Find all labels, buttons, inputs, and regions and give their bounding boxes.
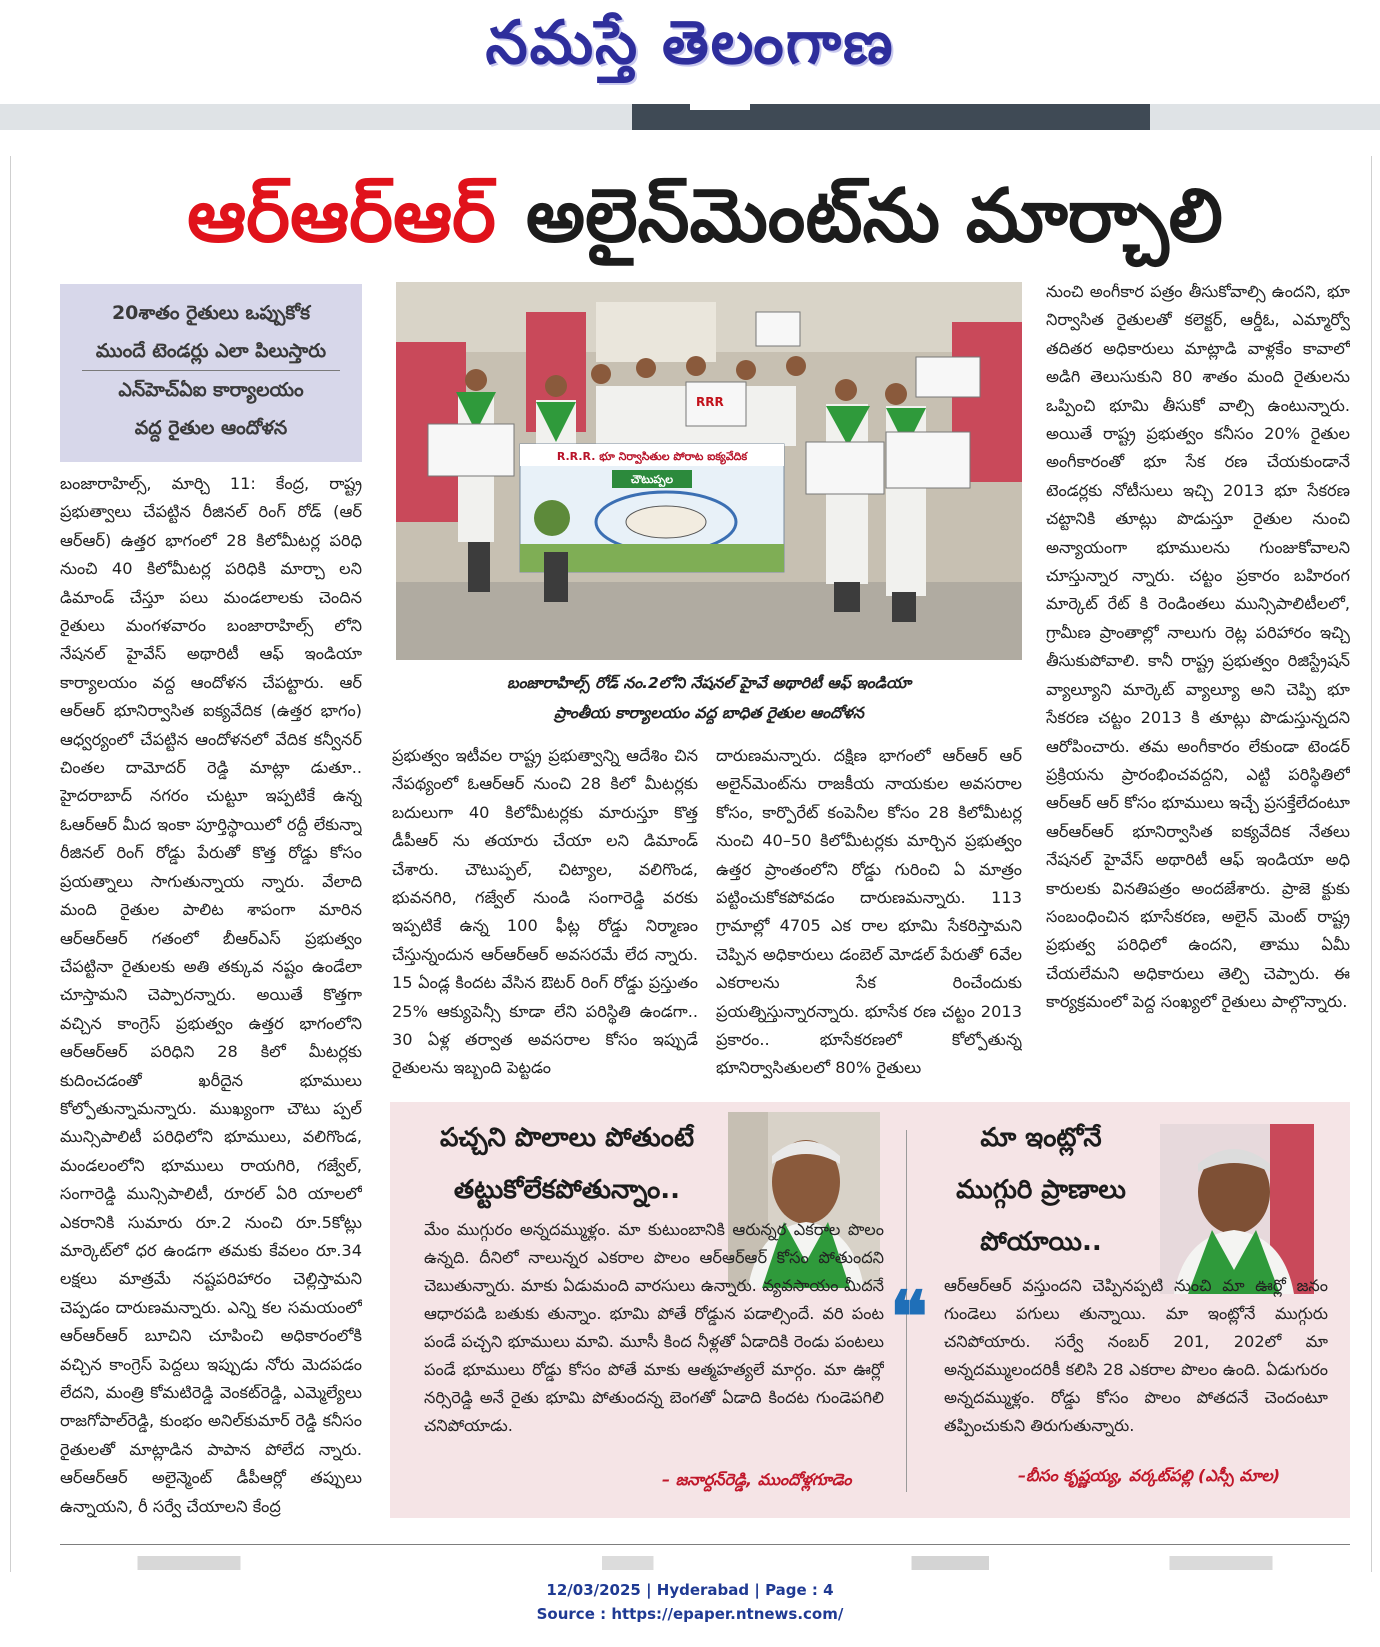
sign-text: RRR — [696, 395, 724, 409]
quote-mark-icon: ❝ — [890, 1275, 928, 1358]
quote2-heading — [926, 1112, 1156, 1268]
quote2-heading-line: ముగ్గురి ప్రాణాలు — [956, 1175, 1126, 1205]
quote2-heading-line: పోయాయి.. — [980, 1227, 1102, 1257]
article-column-4: నుంచి అంగీకార పత్రం తీసుకోవాల్సి ఉందని, భూ నిర్వాసిత రైతులతో కలెక్టర్‌, ఆర్డీఓ, ఎమ్మార్వో తదితర అధికారులు మాట్లాడి వాళ్లకేం కావాలో అడిగి తెలుసుకుని 80 శాతం మంది రైతులను ఒప్పించి భూమి తీసుకో వాల్సి ఉంటున్నారు. అయితే రాష్ట్ర ప్రభుత్వం కనీసం 20% రైతుల అంగీకారంతో భూ సేక రణ చేయకుండానే టెండర్లకు నోటీసులు ఇచ్చి 2013 భూ సేకరణ చట్టానికి తూట్లు పొడుస్తూ రైతుల నుంచి అన్యాయంగా భూములను గుంజుకోవాలని చూస్తున్నార న్నారు. చట్టం ప్రకారం బహిరంగ మార్కెట్‌ రేట్‌ కి రెండింతలు మున్సిపాలిటీలలో, గ్రామీణ ప్రాంతాల్లో నాలుగు రెట్ల పరిహారం ఇచ్చి తీసుకుపోవాలి. కానీ రాష్ట్ర ప్రభుత్వం రిజిస్ట్రేషన్‌ వ్యాల్యూని మార్కెట్‌ వ్యాల్యూ అని చెప్పి భూ సేకరణ చట్టం 2013 కి తూట్లు పొడుస్తున్నదని ఆరోపించారు. తమ అంగీకారం లేకుండా టెండర్‌ ప్రక్రియను ప్రారంభించవద్దని, ఎట్టి పరిస్థితిలో ఆర్‌ఆర్‌ ఆర్‌ కోసం భూములు ఇచ్చే ప్రసక్తేలేదంటూ ఆర్‌ఆర్‌ఆర్‌ భూనిర్వాసిత ఐక్యవేదిక నేతలు నేషనల్‌ హైవేస్‌ అథారిటీ ఆఫ్‌ ఇండియా అధి కారులకు వినతిపత్రం అందజేశారు. ప్రాజె క్టుకు సంబంధించిన భూసేకరణ, అలైన్‌ మెంట్‌ రాష్ట్ర ప్రభుత్వ పరిధిలో ఉందని, తాము ఏమీ చేయలేమని అధికారులు తెల్పి చెప్పారు. ఈ కార్యక్రమంలో పెద్ద సంఖ్యలో రైతులు పాల్గొన్నారు. — [1046, 282, 1350, 1012]
banner-title: R.R.R. భూ నిర్వాసితుల పోరాట ఐక్యవేదిక — [556, 450, 748, 463]
quote1-heading-line: తట్టుకోలేకపోతున్నాం.. — [453, 1175, 681, 1205]
banner-subtitle: చౌటుప్పల — [630, 473, 674, 486]
caption-line: బంజారాహిల్స్‌ రోడ్‌ నం.2లోని నేషనల్‌ హైవే అథారిటీ ఆఫ్‌ ఇండియా — [506, 674, 912, 692]
quote2-text: ఆర్‌ఆర్‌ఆర్‌ వస్తుందని చెప్పినప్పటి నుంచి మా ఊర్లో జనం గుండెలు పగులు తున్నాయి. మా ఇంట్లోనే ముగ్గురు చనిపోయారు. సర్వే నంబర్‌ 201, 202లో మా అన్నదమ్ములందరికీ కలిసి 28 ఎకరాల పొలం ఉంది. ఏడుగురం అన్నదమ్ముళ్లం. రోడ్డు కోసం పొలం పోతదనే చెందంటూ తప్పించుకుని తిరుగుతున్నారు. — [944, 1276, 1328, 1435]
subhead-line: వద్ద రైతుల ఆందోళన — [134, 417, 288, 439]
quote1-text: మేం ముగ్గురం అన్నదమ్ముళ్లం. మా కుటుంబానికి ఆరున్నర ఎకరాల పొలం ఉన్నది. దీనిలో నాలున్నర ఎకరాల పొలం ఆర్‌ఆర్‌ఆర్‌ కోసం పోతుందని చెబుతున్నారు. మాకు ఏడుమంది వారసులు ఉన్నారు. వ్యవసాయం మీదనే ఆధారపడి బతుకు తున్నాం. భూమి పోతే రోడ్డున పడాల్సిందే. వరి పంట పండే పచ్చని భూములు మావి. మూసీ కింద నీళ్లతో ఏడాదికి రెండు పంటలు పండే భూములు రోడ్డు కోసం పోతే మాకు ఆత్మహత్యలే మార్గం. మా ఊర్లో నర్సిరెడ్డి అనే రైతు భూమి పోతుందన్న బెంగతో ఏడాది కిందట గుండెపగిలి చనిపోయాడు. — [424, 1220, 884, 1435]
photo-caption — [396, 668, 1022, 728]
article-headline — [60, 168, 1350, 264]
headline-black-part: అలైన్‌మెంట్‌ను మార్చాలి — [525, 173, 1223, 259]
bottom-divider — [60, 1544, 1350, 1545]
article-column-3: దారుణమన్నారు. దక్షిణ భాగంలో ఆర్‌ఆర్‌ ఆర్‌ అలైన్‌మెంట్‌ను రాజకీయ నాయకుల అవసరాల కోసం, కార్పొరేట్‌ కంపెనీల కోసం 28 కిలోమీటర్ల నుంచి 40–50 కిలోమీటర్లకు మార్చిన ప్రభుత్వం ఉత్తర ప్రాంతంలోని రోడ్డు గురించి ఏ మాత్రం పట్టించుకోకపోవడం దారుణమన్నారు. 113 గ్రామాల్లో 4705 ఎక రాల భూమి సేకరిస్తామని చెప్పిన అధికారులు డంబెల్‌ మోడల్‌ పేరుతో 6వేల ఎకరాలను సేక రించేందుకు ప్రయత్నిస్తున్నారన్నారు. భూసేక రణ చట్టం 2013 ప్రకారం.. భూసేకరణలో కోల్పోతున్న భూనిర్వాసితులలో 80% రైతులు — [716, 746, 1022, 1078]
protest-photo — [396, 282, 1022, 660]
cropped-next-story — [60, 1556, 1350, 1570]
footer-date-line: 12/03/2025 | Hyderabad | Page : 4 — [546, 1581, 834, 1599]
portrait-illustration — [1160, 1124, 1314, 1294]
quote1-attribution: – జనార్దన్‌రెడ్డి, ముందోళ్లగూడెం — [662, 1470, 852, 1489]
quote1-heading-line: పచ్చని పొలాలు పోతుంటే — [439, 1123, 695, 1153]
quote2-heading-line: మా ఇంట్లోనే — [980, 1123, 1102, 1153]
quote2-attribution: –బీసం కృష్ణయ్య, వర్కట్‌పల్లి (ఎస్సీ మాల) — [1018, 1466, 1281, 1485]
article-column-1: బంజారాహిల్స్‌, మార్చి 11: కేంద్ర, రాష్ట్ర ప్రభుత్వాలు చేపట్టిన రీజినల్‌ రింగ్‌ రోడ్‌ (ఆర్‌ ఆర్‌ఆర్‌) ఉత్తర భాగంలో 28 కిలోమీటర్ల పరిధి నుంచి 40 కిలోమీటర్ల పరిధికి మార్చా లని డిమాండ్‌ చేస్తూ పలు మండలాలకు చెందిన రైతులు మంగళవారం బంజారాహిల్స్‌ లోని నేషనల్‌ హైవేస్‌ అథారిటీ ఆఫ్‌ ఇండియా కార్యాలయం వద్ద ఆందోళన చేపట్టారు. ఆర్‌ ఆర్‌ఆర్‌ భూనిర్వాసిత ఐక్యవేదిక (ఉత్తర భాగం) ఆధ్వర్యంలో చేపట్టిన ఆందోళనలో వేదిక కన్వీనర్‌ చింతల దామోదర్‌ రెడ్డి మాట్లా డుతూ.. హైదరాబాద్‌ నగరం చుట్టూ ఇప్పటికే ఉన్న ఓఆర్‌ఆర్‌ మీద ఇంకా పూర్తిస్థాయిలో రద్దీ లేకున్నా రీజినల్‌ రింగ్‌ రోడ్డు పేరుతో కొత్త రోడ్డు కోసం ప్రయత్నాలు సాగుతున్నాయ న్నారు. వేలాది మంది రైతుల పాలిట శాపంగా మారిన ఆర్‌ఆర్‌ఆర్‌ గతంలో బీఆర్‌ఎస్‌ ప్రభుత్వం చేపట్టినా రైతులకు అతి తక్కువ నష్టం ఉండేలా చూస్తామని చెప్పారన్నారు. అయితే కొత్తగా వచ్చిన కాంగ్రెస్‌ ప్రభుత్వం ఉత్తర భాగంలోని ఆర్‌ఆర్‌ఆర్‌ పరిధిని 28 కిలో మీటర్లకు కుదించడంతో ఖరీదైన భూములు కోల్పోతున్నామన్నారు. ముఖ్యంగా చౌటు ప్పల్‌ మున్సిపాలిటీ పరిధిలోని భూములు, వలిగొండ, మండలంలోని భూములు రాయగిరి, గజ్వేల్‌, సంగారెడ్డి మున్సిపాలిటీ, రూరల్‌ ఏరి యాలలో ఎకరానికి సుమారు రూ.2 నుంచి రూ.5కోట్లు మార్కెట్‌లో ధర ఉండగా తమకు కేవలం రూ.34 లక్షలు మాత్రమే నష్టపరిహారం చెల్లిస్తామని చెప్పడం దారుణమన్నారు. ఎన్ని కల సమయంలో ఆర్‌ఆర్‌ఆర్‌ బూచిని చూపించి అధికారంలోకి వచ్చిన కాంగ్రెస్‌ పెద్దలు ఇప్పుడు నోరు మెదపడం లేదని, మంత్రి కోమటిరెడ్డి వెంకట్‌రెడ్డి, ఎమ్మెల్యేలు రాజగోపాల్‌రెడ్డి, కుంభం అనిల్‌కుమార్‌ రెడ్డి కనీసం రైతులతో మాట్లాడిన పాపాన పోలేద న్నారు. ఆర్‌ఆర్‌ఆర్‌ అలైన్మెంట్‌ డీపీఆర్లో తప్పులు ఉన్నాయని, రీ సర్వే చేయాలని కేంద్ర — [60, 474, 362, 1516]
footer-source-line: Source : https://epaper.ntnews.com/ — [536, 1605, 844, 1623]
masthead — [0, 0, 1380, 100]
subhead-line: ఎన్‌హెచ్‌ఏఐ కార్యాలయం — [118, 379, 304, 401]
farmer-portrait-2 — [1160, 1124, 1314, 1294]
headline-red-part: ఆర్‌ఆర్‌ఆర్ — [187, 173, 496, 259]
subheadline-box — [60, 284, 362, 462]
article-column-2: ప్రభుత్వం ఇటీవల రాష్ట్ర ప్రభుత్వాన్ని ఆదేశిం చిన నేపథ్యంలో ఓఆర్‌ఆర్‌ నుంచి 28 కిలో మీటర్లకు బదులుగా 40 కిలోమీటర్లకు మారుస్తూ కొత్త డీపీఆర్‌ ను తయారు చేయా లని డిమాండ్‌ చేశారు. చౌటుప్పల్‌, చిట్యాల, వలిగొండ, భువనగిరి, గజ్వేల్‌ నుండి సంగారెడ్డి వరకు ఇప్పటికే ఉన్న 100 ఫీట్ల రోడ్డు నిర్మాణం చేస్తున్నందున ఆర్‌ఆర్‌ఆర్‌ అవసరమే లేద న్నారు. 15 ఏండ్ల కిందట వేసిన ఔటర్‌ రింగ్‌ రోడ్డు ప్రస్తుతం 25% ఆక్యుపెన్సీ కూడా లేని పరిస్థితి ఉండగా.. 30 ఏళ్ల తర్వాత అవసరాల కోసం ఇప్పుడే రైతులను ఇబ్బంది పెట్టడం — [392, 746, 698, 1078]
page-footer — [0, 1578, 1380, 1626]
header-band-mark — [690, 104, 750, 110]
caption-line: ప్రాంతీయ కార్యాలయం వద్ద బాధిత రైతుల ఆందోళన — [554, 704, 864, 722]
protest-photo-illustration — [396, 282, 1022, 660]
subhead-line: 20శాతం రైతులు ఒప్పుకోక — [111, 302, 311, 324]
subhead-line: ముందే టెండర్లు ఎలా పిలుస్తారు — [95, 340, 327, 362]
newspaper-title: నమస్తే తెలంగాణ — [485, 8, 895, 78]
quote1-heading — [412, 1112, 722, 1216]
